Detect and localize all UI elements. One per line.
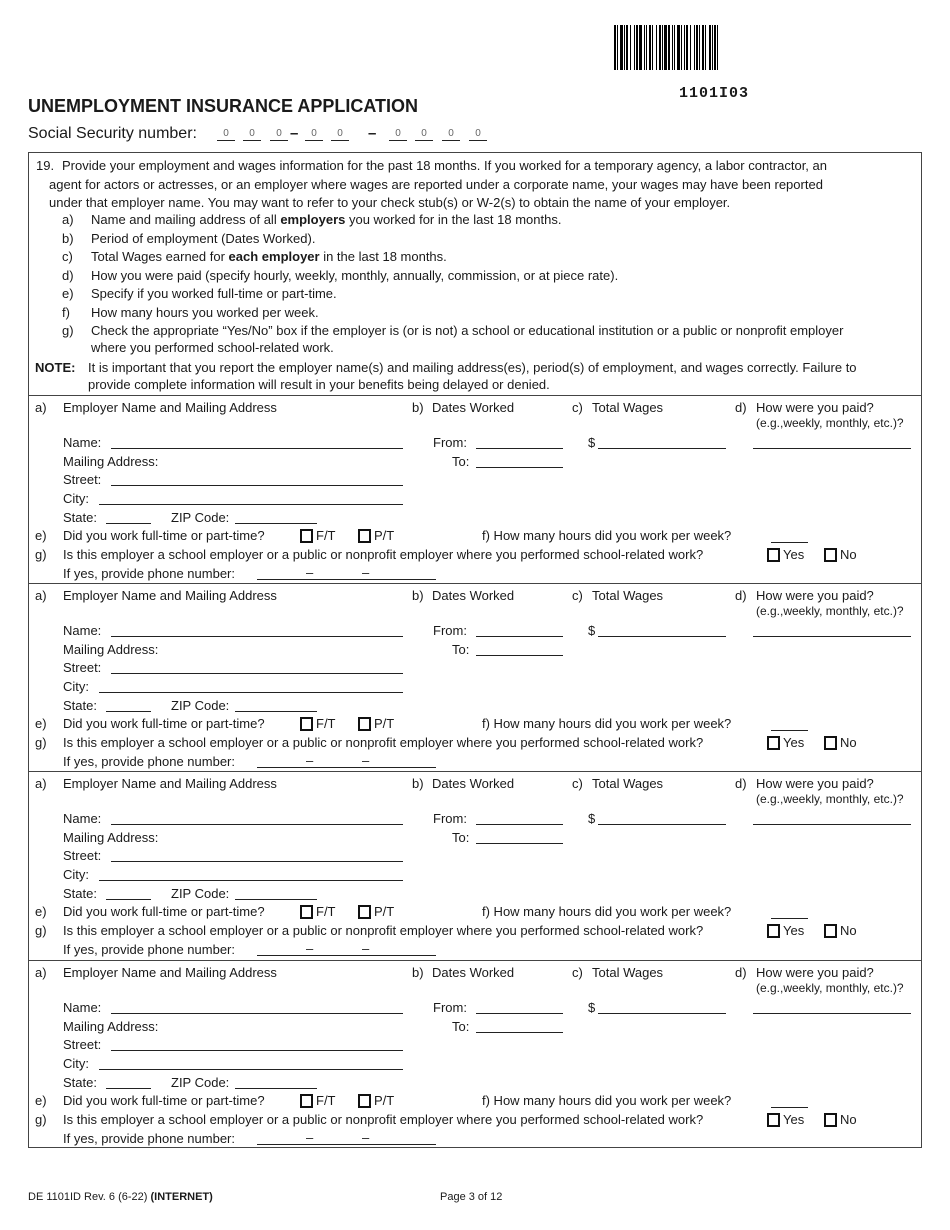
- zip-label: ZIP Code:: [171, 886, 230, 901]
- employer-name-address-heading: Employer Name and Mailing Address: [63, 776, 277, 791]
- total-wages-input[interactable]: [598, 1013, 726, 1014]
- employer-name-input[interactable]: [111, 636, 403, 637]
- label-c: c): [572, 400, 583, 415]
- dollar-sign: $: [588, 435, 596, 450]
- dollar-sign: $: [588, 623, 596, 638]
- label-g: g): [35, 1112, 47, 1127]
- state-label: State:: [63, 1075, 97, 1090]
- label-e: e): [35, 1093, 47, 1108]
- date-to-input[interactable]: [476, 1032, 563, 1033]
- from-label: From:: [433, 1000, 467, 1015]
- item-letter: e): [62, 286, 74, 301]
- yes-label: Yes: [783, 1112, 805, 1127]
- label-c: c): [572, 588, 583, 603]
- form-tag: (INTERNET): [150, 1191, 213, 1203]
- from-label: From:: [433, 811, 467, 826]
- phone-dash: –: [306, 1130, 314, 1145]
- no-label: No: [840, 923, 857, 938]
- employer-name-input[interactable]: [111, 824, 403, 825]
- state-input[interactable]: [106, 1088, 151, 1089]
- intro-line: Provide your employment and wages information for the past 18 months. If you worked for a temporary agency, a labor contractor, an: [62, 158, 827, 173]
- item-text-bold: each employer: [228, 249, 320, 264]
- total-wages-heading: Total Wages: [592, 400, 664, 415]
- school-employer-question: Is this employer a school employer or a public or nonprofit employer where you performed school-related work?: [63, 735, 704, 750]
- street-label: Street:: [63, 472, 102, 487]
- fulltime-checkbox[interactable]: [300, 1094, 313, 1108]
- dates-worked-heading: Dates Worked: [432, 965, 515, 980]
- item-text: [91, 268, 618, 283]
- phone-dash: –: [362, 1130, 370, 1145]
- ssn-digit[interactable]: 0: [305, 128, 323, 141]
- label-b: b): [412, 588, 424, 603]
- employer-name-input[interactable]: [111, 1013, 403, 1014]
- label-e: e): [35, 716, 47, 731]
- name-label: Name:: [63, 435, 102, 450]
- ssn-separator: –: [290, 125, 299, 142]
- label-a: a): [35, 588, 47, 603]
- street-label: Street:: [63, 848, 102, 863]
- pay-method-input[interactable]: [753, 1013, 911, 1014]
- school-employer-question: Is this employer a school employer or a public or nonprofit employer where you performed school-related work?: [63, 1112, 704, 1127]
- phone-dash: –: [306, 941, 314, 956]
- date-from-input[interactable]: [476, 448, 563, 449]
- note-line: It is important that you report the employer name(s) and mailing address(es), period(s) of employment, and wages correctly. Failure to: [88, 360, 857, 375]
- intro-line: agent for actors or actresses, or an employer where wages are reported under a corporate name, your wages may have been reported: [49, 176, 823, 192]
- employer-block-2: [0, 585, 950, 773]
- zip-label: ZIP Code:: [171, 1075, 230, 1090]
- employer-name-input[interactable]: [111, 448, 403, 449]
- street-input[interactable]: [111, 673, 403, 674]
- total-wages-input[interactable]: [598, 448, 726, 449]
- note-line: provide complete information will result in your benefits being delayed or denied.: [88, 376, 550, 392]
- date-from-input[interactable]: [476, 636, 563, 637]
- zip-label: ZIP Code:: [171, 698, 230, 713]
- name-label: Name:: [63, 811, 102, 826]
- yes-checkbox[interactable]: [767, 1113, 780, 1127]
- city-label: City:: [63, 867, 89, 882]
- label-d: d): [735, 776, 747, 791]
- note-label: NOTE:: [35, 360, 76, 375]
- item-text-pre: How many hours you worked per week.: [91, 304, 319, 320]
- street-label: Street:: [63, 1037, 102, 1052]
- date-from-input[interactable]: [476, 1013, 563, 1014]
- item-text: [91, 231, 315, 246]
- phone-label: If yes, provide phone number:: [63, 1131, 235, 1146]
- no-label: No: [840, 547, 857, 562]
- hours-input[interactable]: [771, 1107, 808, 1108]
- how-paid-hint: (e.g.,weekly, monthly, etc.)?: [756, 792, 904, 806]
- phone-input[interactable]: [257, 767, 436, 768]
- yes-checkbox[interactable]: [767, 736, 780, 750]
- no-label: No: [840, 1112, 857, 1127]
- label-g: g): [35, 735, 47, 750]
- city-input[interactable]: [99, 692, 403, 693]
- school-employer-question: Is this employer a school employer or a public or nonprofit employer where you performed school-related work?: [63, 547, 704, 562]
- employer-name-address-heading: Employer Name and Mailing Address: [63, 588, 277, 603]
- total-wages-input[interactable]: [598, 636, 726, 637]
- zip-label: ZIP Code:: [171, 510, 230, 525]
- no-checkbox[interactable]: [824, 1113, 837, 1127]
- how-paid-heading: How were you paid?: [756, 965, 874, 980]
- no-checkbox[interactable]: [824, 924, 837, 938]
- no-checkbox[interactable]: [824, 548, 837, 562]
- page-title: UNEMPLOYMENT INSURANCE APPLICATION: [28, 96, 419, 116]
- city-input[interactable]: [99, 1069, 403, 1070]
- parttime-checkbox[interactable]: [358, 1094, 371, 1108]
- zip-input[interactable]: [235, 1088, 317, 1089]
- hours-input[interactable]: [771, 542, 808, 543]
- yes-label: Yes: [783, 735, 805, 750]
- employer-name-address-heading: Employer Name and Mailing Address: [63, 965, 277, 980]
- name-label: Name:: [63, 623, 102, 638]
- item-text-pre: How you were paid (specify hourly, weekly, monthly, annually, commission, or at piece rate).: [91, 267, 619, 283]
- how-paid-heading: How were you paid?: [756, 400, 874, 415]
- full-part-time-question: Did you work full-time or part-time?: [63, 528, 265, 543]
- item-g-cont: where you performed school-related work.: [91, 340, 334, 355]
- hours-input[interactable]: [771, 918, 808, 919]
- city-label: City:: [63, 679, 89, 694]
- pay-method-input[interactable]: [753, 824, 911, 825]
- zip-input[interactable]: [235, 711, 317, 712]
- school-employer-question: Is this employer a school employer or a public or nonprofit employer where you performed school-related work?: [63, 923, 704, 938]
- pay-method-input[interactable]: [753, 636, 911, 637]
- city-input[interactable]: [99, 880, 403, 881]
- from-label: From:: [433, 435, 467, 450]
- ssn-label: Social Security number:: [28, 125, 197, 142]
- zip-input[interactable]: [235, 899, 317, 900]
- city-input[interactable]: [99, 504, 403, 505]
- dates-worked-heading: Dates Worked: [432, 400, 515, 415]
- ssn-separator: –: [368, 125, 377, 142]
- total-wages-input[interactable]: [598, 824, 726, 825]
- state-label: State:: [63, 698, 97, 713]
- hours-question: f) How many hours did you work per week?: [482, 904, 732, 919]
- total-wages-heading: Total Wages: [592, 776, 664, 791]
- fulltime-checkbox[interactable]: [300, 529, 313, 543]
- phone-input[interactable]: [257, 579, 436, 580]
- to-label: To:: [452, 1019, 470, 1034]
- phone-input[interactable]: [257, 1144, 436, 1145]
- label-d: d): [735, 588, 747, 603]
- street-label: Street:: [63, 660, 102, 675]
- dates-worked-heading: Dates Worked: [432, 588, 515, 603]
- parttime-checkbox[interactable]: [358, 717, 371, 731]
- item-text-post: in the last 18 months.: [319, 249, 447, 264]
- mailing-address-label: Mailing Address:: [63, 642, 159, 657]
- barcode: [614, 25, 818, 70]
- zip-input[interactable]: [235, 523, 317, 524]
- phone-dash: –: [306, 753, 314, 768]
- parttime-checkbox[interactable]: [358, 529, 371, 543]
- fulltime-label: F/T: [316, 1093, 336, 1108]
- date-to-input[interactable]: [476, 843, 563, 844]
- city-label: City:: [63, 1056, 89, 1071]
- item-text-pre: Name and mailing address of all: [91, 212, 281, 227]
- intro-line: under that employer name. You may want to refer to your check stub(s) or W-2(s) to obtain the name of your employer.: [49, 195, 731, 210]
- no-checkbox[interactable]: [824, 736, 837, 750]
- employer-block-4: [0, 962, 950, 1150]
- state-label: State:: [63, 886, 97, 901]
- form-id: [28, 1190, 213, 1205]
- state-input[interactable]: [106, 899, 151, 900]
- dates-worked-heading: Dates Worked: [432, 776, 515, 791]
- parttime-label: P/T: [374, 716, 395, 731]
- phone-label: If yes, provide phone number:: [63, 942, 235, 957]
- fulltime-checkbox[interactable]: [300, 717, 313, 731]
- mailing-address-label: Mailing Address:: [63, 830, 159, 845]
- parttime-label: P/T: [374, 904, 395, 919]
- item-text-pre: Specify if you worked full-time or part-time.: [91, 286, 337, 301]
- block-divider: [28, 395, 922, 396]
- full-part-time-question: Did you work full-time or part-time?: [63, 904, 265, 919]
- street-input[interactable]: [111, 861, 403, 862]
- phone-input[interactable]: [257, 955, 436, 956]
- item-letter: d): [62, 267, 74, 283]
- label-d: d): [735, 400, 747, 415]
- item-letter: c): [62, 249, 73, 264]
- fulltime-label: F/T: [316, 904, 336, 919]
- full-part-time-question: Did you work full-time or part-time?: [63, 716, 265, 731]
- hours-question: f) How many hours did you work per week?: [482, 1093, 732, 1108]
- total-wages-heading: Total Wages: [592, 965, 664, 980]
- label-g: g): [35, 923, 47, 938]
- label-c: c): [572, 776, 583, 791]
- item-text: [91, 286, 337, 301]
- phone-dash: –: [362, 565, 370, 580]
- label-a: a): [35, 776, 47, 791]
- fulltime-label: F/T: [316, 528, 336, 543]
- block-divider: [28, 960, 922, 961]
- state-label: State:: [63, 510, 97, 525]
- street-input[interactable]: [111, 1050, 403, 1051]
- hours-question: f) How many hours did you work per week?: [482, 528, 732, 543]
- ssn-digit[interactable]: 0: [389, 128, 407, 141]
- state-input[interactable]: [106, 523, 151, 524]
- yes-label: Yes: [783, 547, 805, 562]
- how-paid-hint: (e.g.,weekly, monthly, etc.)?: [756, 604, 904, 618]
- item-text: [91, 323, 843, 338]
- to-label: To:: [452, 454, 470, 469]
- item-text-pre: Check the appropriate “Yes/No” box if the employer is (or is not) a school or educational institution or a public or nonprofit employer: [91, 323, 844, 338]
- item-letter: a): [62, 212, 74, 227]
- full-part-time-question: Did you work full-time or part-time?: [63, 1093, 265, 1108]
- parttime-label: P/T: [374, 528, 395, 543]
- barcode-code: 1101I03: [679, 85, 750, 102]
- block-divider: [28, 583, 922, 584]
- fulltime-checkbox[interactable]: [300, 905, 313, 919]
- page-number: Page 3 of 12: [440, 1191, 503, 1203]
- ssn-digit[interactable]: 0: [270, 128, 288, 141]
- hours-input[interactable]: [771, 730, 808, 731]
- phone-dash: –: [362, 753, 370, 768]
- item-letter: g): [62, 323, 74, 338]
- ssn-digit[interactable]: 0: [469, 128, 487, 141]
- how-paid-heading: How were you paid?: [756, 776, 874, 791]
- label-g: g): [35, 547, 47, 562]
- item-text-pre: Total Wages earned for: [91, 249, 229, 264]
- state-input[interactable]: [106, 711, 151, 712]
- dollar-sign: $: [588, 811, 596, 826]
- label-e: e): [35, 904, 47, 919]
- employer-block-1: [0, 397, 950, 585]
- ssn-digit[interactable]: 0: [331, 128, 349, 141]
- from-label: From:: [433, 623, 467, 638]
- how-paid-hint: (e.g.,weekly, monthly, etc.)?: [756, 981, 904, 995]
- date-from-input[interactable]: [476, 824, 563, 825]
- dollar-sign: $: [588, 1000, 596, 1015]
- employer-name-address-heading: Employer Name and Mailing Address: [63, 400, 277, 415]
- fulltime-label: F/T: [316, 716, 336, 731]
- label-a: a): [35, 965, 47, 980]
- item-letter: f): [62, 304, 70, 320]
- label-a: a): [35, 400, 47, 415]
- ssn-digit[interactable]: 0: [442, 128, 460, 141]
- item-letter: b): [62, 230, 74, 246]
- item-text-post: you worked for in the last 18 months.: [345, 212, 562, 227]
- hours-question: f) How many hours did you work per week?: [482, 716, 732, 731]
- item-text-pre: Period of employment (Dates Worked).: [91, 230, 316, 246]
- label-b: b): [412, 776, 424, 791]
- phone-dash: –: [306, 565, 314, 580]
- label-b: b): [412, 965, 424, 980]
- parttime-checkbox[interactable]: [358, 905, 371, 919]
- ssn-digit[interactable]: 0: [217, 128, 235, 141]
- phone-label: If yes, provide phone number:: [63, 566, 235, 581]
- pay-method-input[interactable]: [753, 448, 911, 449]
- item-text: [91, 212, 561, 227]
- phone-dash: –: [362, 941, 370, 956]
- label-e: e): [35, 528, 47, 543]
- mailing-address-label: Mailing Address:: [63, 454, 159, 469]
- city-label: City:: [63, 491, 89, 506]
- street-input[interactable]: [111, 485, 403, 486]
- item-text: [91, 305, 319, 320]
- how-paid-heading: How were you paid?: [756, 588, 874, 603]
- item-text: [91, 249, 447, 264]
- to-label: To:: [452, 830, 470, 845]
- label-d: d): [735, 965, 747, 980]
- date-to-input[interactable]: [476, 655, 563, 656]
- question-number: 19.: [36, 158, 55, 173]
- yes-label: Yes: [783, 923, 805, 938]
- phone-label: If yes, provide phone number:: [63, 754, 235, 769]
- name-label: Name:: [63, 1000, 102, 1015]
- yes-checkbox[interactable]: [767, 924, 780, 938]
- how-paid-hint: (e.g.,weekly, monthly, etc.)?: [756, 416, 904, 430]
- item-text-bold: employers: [280, 212, 346, 227]
- employer-block-3: [0, 773, 950, 961]
- mailing-address-label: Mailing Address:: [63, 1019, 159, 1034]
- date-to-input[interactable]: [476, 467, 563, 468]
- ssn-digit[interactable]: 0: [243, 128, 261, 141]
- total-wages-heading: Total Wages: [592, 588, 664, 603]
- label-c: c): [572, 965, 583, 980]
- no-label: No: [840, 735, 857, 750]
- parttime-label: P/T: [374, 1093, 395, 1108]
- yes-checkbox[interactable]: [767, 548, 780, 562]
- block-divider: [28, 771, 922, 772]
- form-id-text: DE 1101ID Rev. 6 (6-22): [28, 1191, 151, 1203]
- label-b: b): [412, 400, 424, 415]
- ssn-digit[interactable]: 0: [415, 128, 433, 141]
- to-label: To:: [452, 642, 470, 657]
